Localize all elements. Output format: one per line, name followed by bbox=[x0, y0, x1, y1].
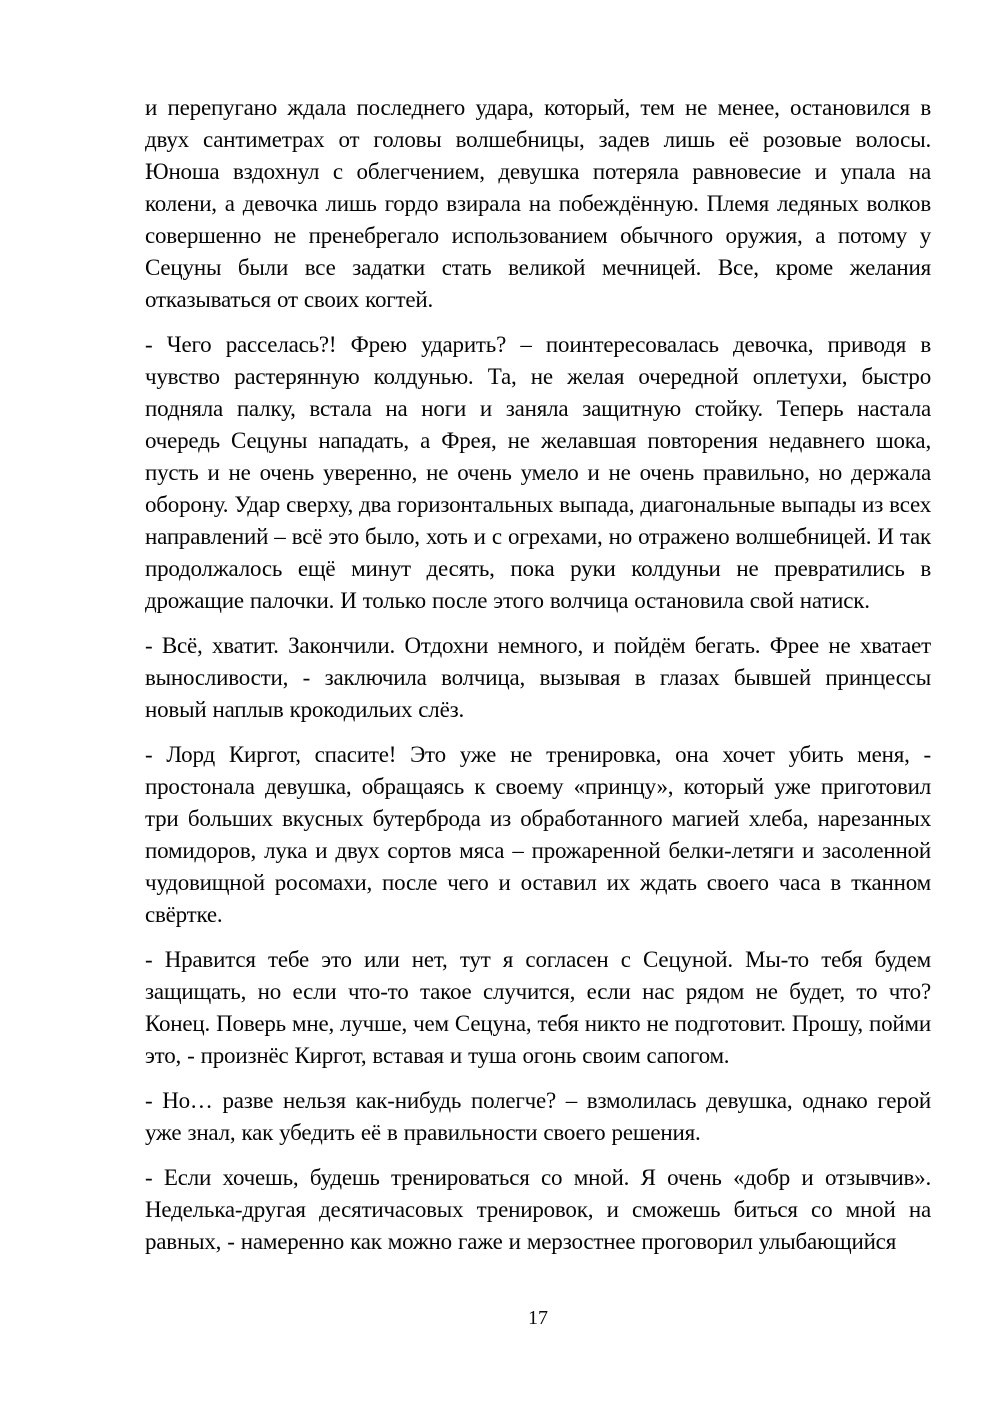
paragraph-4: - Лорд Киргот, спасите! Это уже не тренировка, она хочет убить меня, - простонала девушка, обращаясь к своему «принцу», который уже приготовил три больших вкусных бутерброда из обработанного магией хлеба, нарезанных помидоров, лука и двух сортов мяса – прожаренной белки-летяги и засоленной чудовищной росомахи, после чего и оставил их ждать своего часа в тканном свёртке. bbox=[145, 742, 931, 927]
paragraph-3: - Всё, хватит. Закончили. Отдохни немного, и пойдём бегать. Фрее не хватает выносливости, - заключила волчица, вызывая в глазах бывшей принцессы новый наплыв крокодильих слёз. bbox=[145, 633, 931, 722]
paragraph-7: - Если хочешь, будешь тренироваться со мной. Я очень «добр и отзывчив». Неделька-другая десятичасовых тренировок, и сможешь биться со мной на равных, - намеренно как можно гаже и мерзостнее проговорил улыбающийся bbox=[145, 1165, 931, 1254]
page-number: 17 bbox=[528, 1307, 548, 1329]
paragraph-1: и перепугано ждала последнего удара, который, тем не менее, остановился в двух сантиметрах от головы волшебницы, задев лишь её розовые волосы. Юноша вздохнул с облегчением, девушка потеряла равновесие и упала на колени, а девочка лишь гордо взирала на побеждённую. Племя ледяных волков совершенно не пренебрегало использованием обычного оружия, а потому у Сецуны были все задатки стать великой мечницей. Все, кроме желания отказываться от своих когтей. bbox=[145, 95, 931, 312]
text-column bbox=[145, 92, 931, 1271]
paragraph-6: - Но… разве нельзя как-нибудь полегче? – взмолилась девушка, однако герой уже знал, как убедить её в правильности своего решения. bbox=[145, 1088, 931, 1145]
paragraph-5: - Нравится тебе это или нет, тут я согласен с Сецуной. Мы-то тебя будем защищать, но если что-то такое случится, если нас рядом не будет, то что? Конец. Поверь мне, лучше, чем Сецуна, тебя никто не подготовит. Прошу, пойми это, - произнёс Киргот, вставая и туша огонь своим сапогом. bbox=[145, 947, 931, 1068]
paragraph-2: - Чего расселась?! Фрею ударить? – поинтересовалась девочка, приводя в чувство растерянную колдунью. Та, не желая очередной оплетухи, быстро подняла палку, встала на ноги и заняла защитную стойку. Теперь настала очередь Сецуны нападать, а Фрея, не желавшая повторения недавнего шока, пусть и не очень уверенно, не очень умело и не очень правильно, но держала оборону. Удар сверху, два горизонтальных выпада, диагональные выпады из всех направлений – всё это было, хоть и с огрехами, но отражено волшебницей. И так продолжалось ещё минут десять, пока руки колдуньи не превратились в дрожащие палочки. И только после этого волчица остановила свой натиск. bbox=[145, 332, 931, 613]
